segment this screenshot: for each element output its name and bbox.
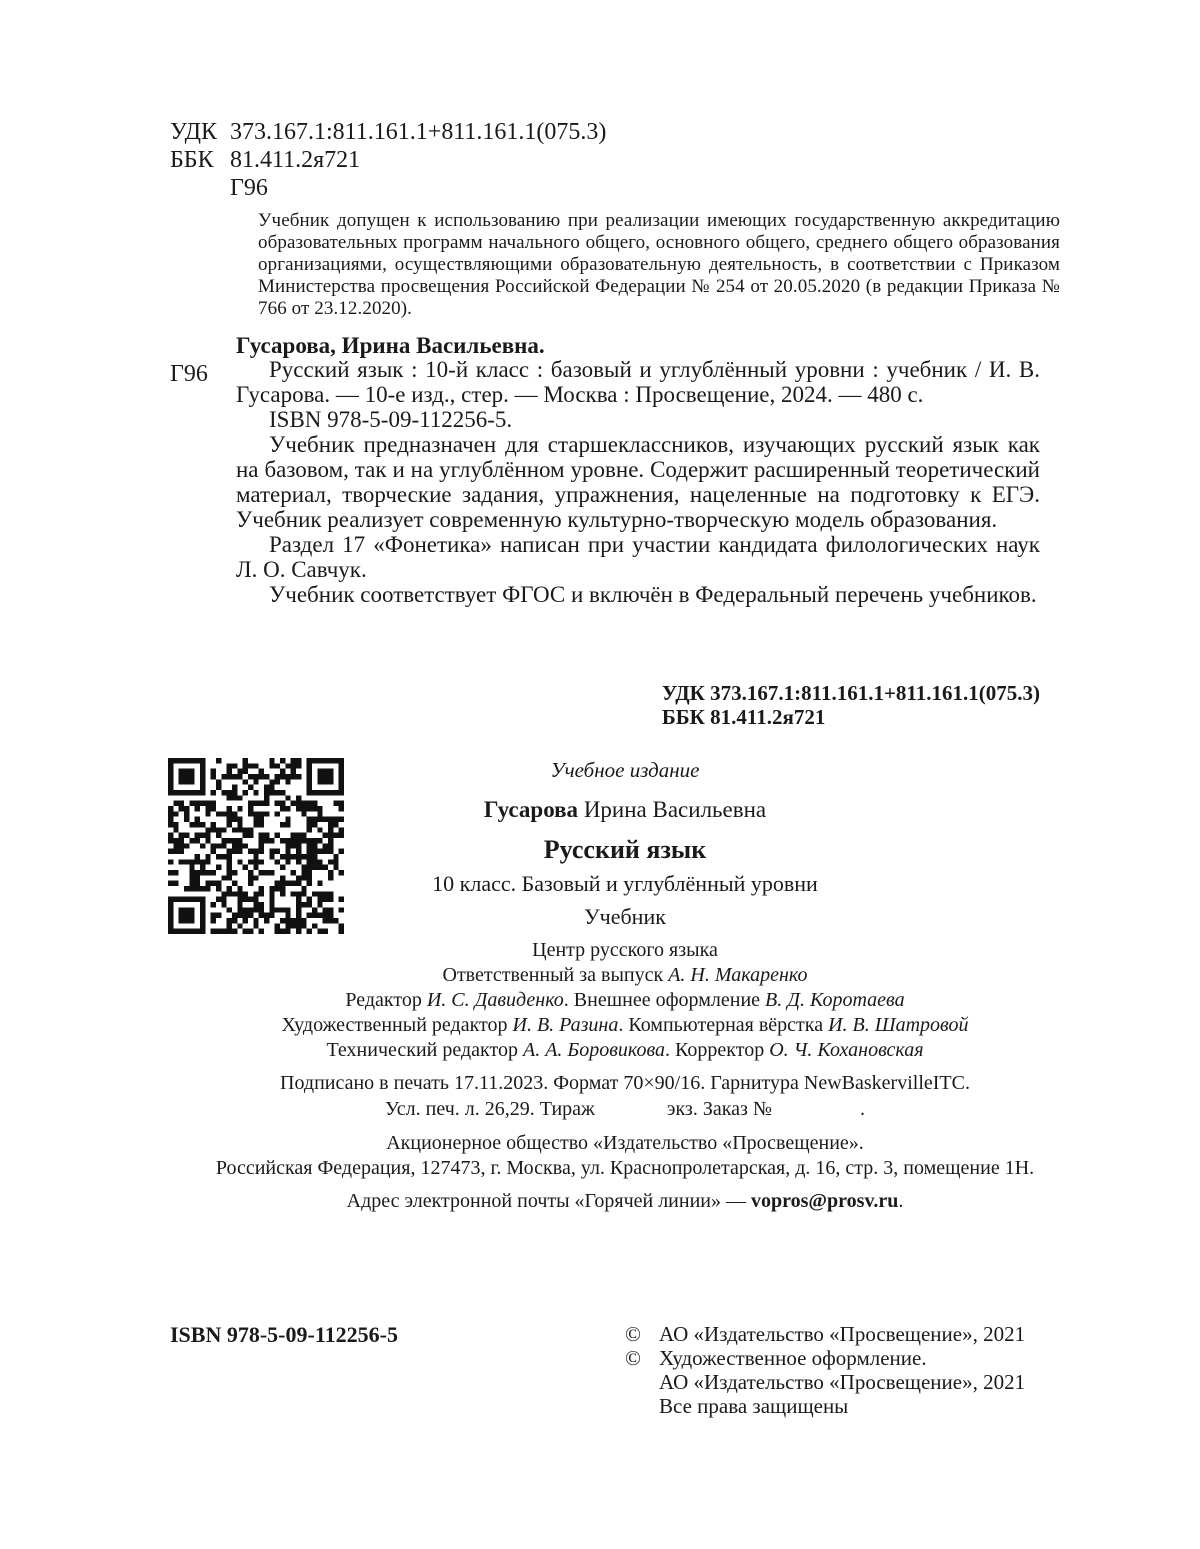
edition-kind: Учебник: [584, 904, 666, 929]
bbk-value: 81.411.2я721: [230, 147, 361, 173]
bib-section-note: Раздел 17 «Фонетика» написан при участии кандидата филологических наук Л. О. Савчук.: [236, 532, 1040, 582]
bibliographic-entry: [236, 357, 1040, 607]
edition-author: [150, 797, 1100, 823]
edition-author-first: Ирина Васильевна: [583, 797, 767, 822]
bib-codes: [662, 681, 1040, 729]
publisher-info: [150, 1131, 1100, 1181]
copyright-icon: ©: [625, 1322, 641, 1346]
email-link[interactable]: vopros@prosv.ru: [751, 1190, 899, 1212]
author-mark: Г96: [230, 175, 268, 201]
edition-center: Центр русского языка: [532, 939, 718, 961]
publisher-name: Акционерное общество «Издательство «Просвещение».: [386, 1132, 864, 1154]
copyright-block: © АО «Издательство «Просвещение», 2021 © Художественное оформление. АО «Издательство «Просвещение», 2021 Все права защищены: [625, 1322, 1026, 1418]
bib-bbk: ББК 81.411.2я721: [661, 705, 826, 729]
print-line-2: Усл. печ. л. 26,29. Тираж экз. Заказ № .: [385, 1098, 865, 1120]
credit-line: Технический редактор А. А. Боровикова. Корректор О. Ч. Кохановская: [326, 1039, 924, 1061]
footer-isbn: ISBN 978-5-09-112256-5: [170, 1322, 398, 1347]
credit-line: Редактор И. С. Давиденко. Внешнее оформление В. Д. Коротаева: [345, 989, 905, 1011]
credits: [150, 938, 1100, 1063]
bib-author: Гусарова, Ирина Васильевна.: [236, 333, 545, 358]
udk-value: 373.167.1:811.161.1+811.161.1(075.3): [230, 119, 607, 145]
credit-line: Художественный редактор И. В. Разина. Компьютерная вёрстка И. В. Шатровой: [281, 1014, 969, 1036]
copyright-icon: ©: [625, 1346, 641, 1370]
publisher-address: Российская Федерация, 127473, г. Москва, ул. Краснопролетарская, д. 16, стр. 3, помещение 1Н.: [215, 1157, 1035, 1179]
bib-fgos-note: Учебник соответствует ФГОС и включён в Федеральный перечень учебников.: [269, 582, 1037, 607]
rights-reserved: Все права защищены: [659, 1394, 849, 1418]
credit-line: Ответственный за выпуск А. Н. Макаренко: [442, 964, 808, 986]
hotline-email: Адрес электронной почты «Горячей линии» — vopros@prosv.ru.: [346, 1190, 904, 1212]
edition-subtitle: 10 класс. Базовый и углублённый уровни: [432, 871, 818, 896]
edition-author-last: Гусарова: [483, 797, 579, 822]
classification-codes: [170, 118, 606, 202]
print-line-1: Подписано в печать 17.11.2023. Формат 70×90/16. Гарнитура NewBaskervilleITC.: [280, 1072, 970, 1094]
admission-note: Учебник допущен к использованию при реализации имеющих государственную аккредитацию образовательных программ начального общего, основного общего, среднего общего образования организациями, осуществляющими образовательную деятельность, в соответствии с Приказом Министерства просвещения Российской Федерации № 254 от 20.05.2020 (в редакции Приказа № 766 от 23.12.2020).: [258, 210, 1060, 319]
bib-annotation: Учебник предназначен для старшеклассников, изучающих русский язык как на базовом, так и на углублённом уровне. Содержит расширенный теоретический материал, творческие задания, упражнения, нацеленные на подготовку к ЕГЭ. Учебник реализует современную культурно-творческую модель образования.: [236, 432, 1040, 532]
edition-title: Русский язык: [543, 835, 707, 864]
edition-type: Учебное издание: [550, 758, 700, 782]
bib-mark: Г96: [170, 361, 208, 387]
bib-udk: УДК 373.167.1:811.161.1+811.161.1(075.3): [661, 681, 1040, 705]
bib-isbn: ISBN 978-5-09-112256-5.: [269, 407, 513, 432]
print-info: [150, 1070, 1100, 1122]
bbk-label: ББК: [170, 147, 214, 173]
udk-label: УДК: [170, 119, 217, 145]
bib-entry: Русский язык : 10-й класс : базовый и углублённый уровни : учебник / И. В. Гусарова. — 10-е изд., стер. — Москва : Просвещение, 2024. — 480 с.: [236, 357, 1040, 407]
